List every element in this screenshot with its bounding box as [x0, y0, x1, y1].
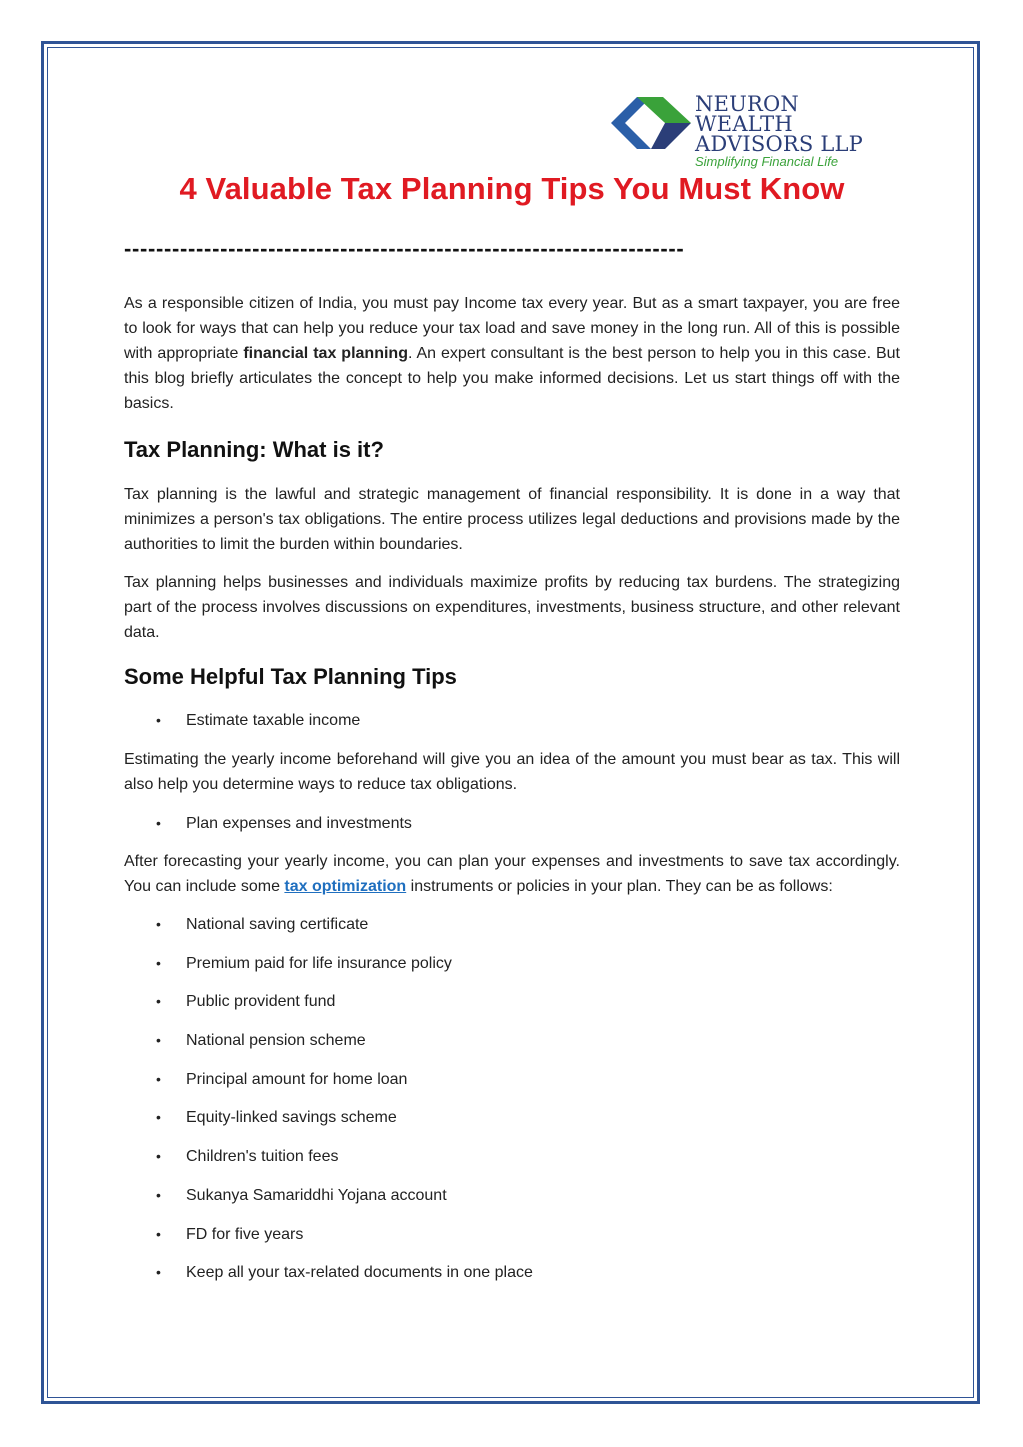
tip-label: Plan expenses and investments: [186, 815, 412, 832]
bullet-icon: •: [156, 954, 161, 971]
section-heading-tips: Some Helpful Tax Planning Tips: [124, 664, 457, 689]
intro-paragraph: [124, 291, 900, 416]
section-heading-what-is-it: Tax Planning: What is it?: [124, 437, 384, 462]
intro-bold-phrase: financial tax planning: [243, 345, 408, 362]
logo-tagline: Simplifying Financial Life: [695, 154, 839, 169]
bullet-icon: •: [156, 712, 161, 728]
intro-text-2: . An expert consultant is the best person to help you in this case. But this blog briefly articulates the concept to help you make informed decisions. Let us start things off with the basics.: [124, 345, 901, 412]
bullet-icon: •: [156, 916, 161, 932]
tip2-text-b: instruments or policies in your plan. They can be as follows:: [406, 878, 833, 895]
tip1-list: [124, 708, 900, 733]
bullet-icon: •: [156, 1109, 161, 1126]
instrument-label: Keep all your tax-related documents in one place: [186, 1264, 533, 1282]
instrument-label: National saving certificate: [186, 916, 369, 933]
document-body: [124, 168, 900, 1285]
instrument-label: Public provident fund: [186, 993, 336, 1011]
bullet-icon: •: [156, 1225, 161, 1242]
title-divider: ----------------------------------------------------------------------: [124, 237, 685, 261]
page-title: 4 Valuable Tax Planning Tips You Must Know: [179, 171, 845, 206]
instrument-item: [124, 912, 900, 937]
instrument-label: Premium paid for life insurance policy: [186, 954, 452, 972]
instrument-item: [124, 1105, 900, 1130]
bullet-icon: •: [156, 1032, 161, 1049]
bullet-icon: •: [156, 1264, 161, 1281]
bullet-icon: •: [156, 1186, 161, 1203]
tip1-paragraph: Estimating the yearly income beforehand will give you an idea of the amount you must bear as tax. This will also help you determine ways to reduce tax obligations.: [124, 751, 900, 793]
instrument-item: [124, 951, 900, 976]
benefits-paragraph: Tax planning helps businesses and individuals maximize profits by reducing tax burdens. The strategizing part of the process involves discussions on expenditures, investments, business structure, and other relevant data.: [124, 574, 900, 641]
instrument-label: FD for five years: [186, 1225, 304, 1243]
tip2-list: [124, 811, 900, 836]
instrument-item: [124, 1183, 900, 1208]
logo-name-line2: ADVISORS LLP: [695, 132, 863, 156]
instrument-label: Sukanya Samariddhi Yojana account: [186, 1186, 447, 1204]
tip-item-plan-expenses: [124, 811, 900, 836]
bullet-icon: •: [156, 993, 161, 1010]
company-logo: [611, 90, 891, 169]
logo-mark-icon: [611, 90, 693, 156]
intro-text-1: As a responsible citizen of India, you must pay Income tax every year. But as a smart taxpayer, you are free to look for ways that can help you reduce your tax load and save money in the long run. All of this is possible with appropriate: [124, 295, 900, 362]
tip-label: Estimate taxable income: [186, 712, 361, 729]
instrument-item: [124, 1222, 900, 1247]
instrument-item: [124, 1067, 900, 1092]
instruments-list: [124, 912, 900, 1285]
logo-name-line1: NEURON WEALTH: [695, 92, 800, 136]
instrument-label: Children's tuition fees: [186, 1148, 339, 1166]
instrument-label: Principal amount for home loan: [186, 1070, 408, 1088]
instrument-label: National pension scheme: [186, 1032, 366, 1050]
definition-paragraph: Tax planning is the lawful and strategic management of financial responsibility. It is done in a way that minimizes a person's tax obligations. The entire process utilizes legal deductions and provisions made by the authorities to limit the burden within boundaries.: [124, 486, 900, 553]
instrument-item: [124, 1028, 900, 1053]
tip2-paragraph: [124, 849, 900, 899]
bullet-icon: •: [156, 815, 161, 831]
tip-item-estimate-income: [124, 708, 900, 733]
instrument-item: [124, 989, 900, 1014]
tax-optimization-link[interactable]: tax optimization: [284, 878, 407, 895]
instrument-item: [124, 1260, 900, 1285]
tip2-text-a: After forecasting your yearly income, you can plan your expenses and investments to save tax accordingly. You can include some: [124, 853, 900, 895]
bullet-icon: •: [156, 1070, 161, 1087]
instrument-label: Equity-linked savings scheme: [186, 1109, 397, 1127]
bullet-icon: •: [156, 1148, 161, 1165]
instrument-item: [124, 1144, 900, 1169]
